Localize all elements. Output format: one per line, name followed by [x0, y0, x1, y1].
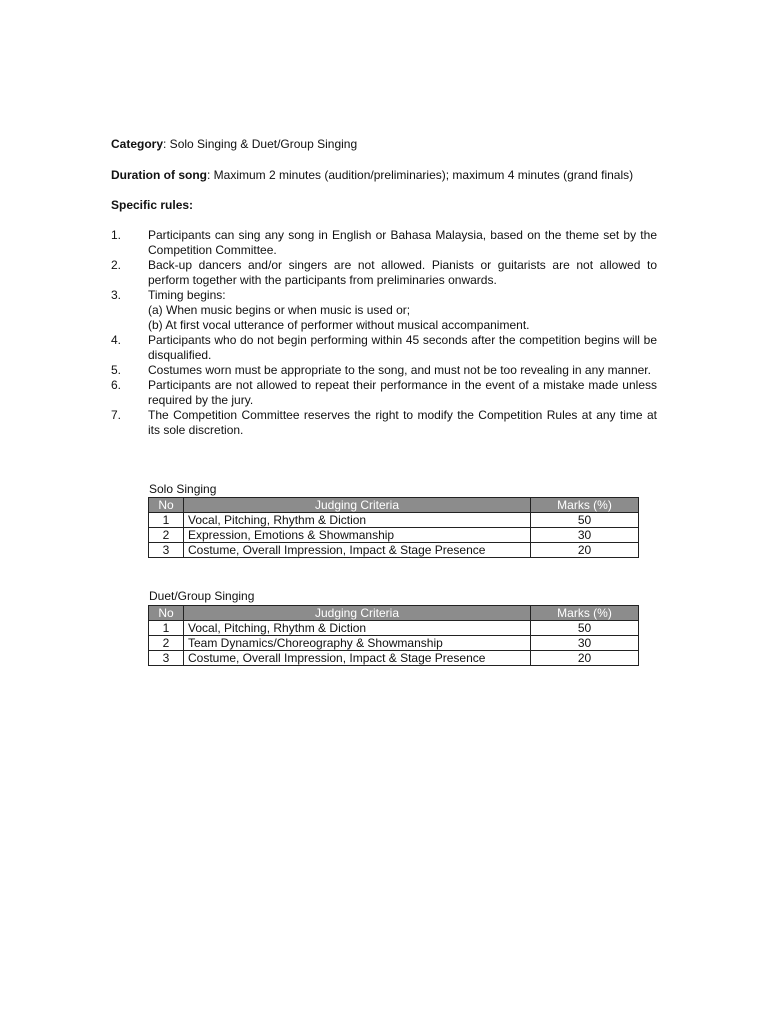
- duration-label: Duration of song: [111, 168, 207, 182]
- table-row: [149, 636, 639, 651]
- rule-item: [111, 378, 657, 408]
- rule-item: [111, 258, 657, 288]
- cell-no: 1: [149, 513, 184, 528]
- rule-item: [111, 408, 657, 438]
- table-row: [149, 528, 639, 543]
- category-value: : Solo Singing & Duet/Group Singing: [163, 137, 358, 151]
- rule-number: 2.: [111, 258, 122, 272]
- category-label: Category: [111, 137, 164, 151]
- rule-number: 7.: [111, 408, 122, 422]
- header-criteria: Judging Criteria: [184, 498, 531, 513]
- cell-criteria: Vocal, Pitching, Rhythm & Diction: [184, 513, 531, 528]
- cell-criteria: Expression, Emotions & Showmanship: [184, 528, 531, 543]
- rule-number: 6.: [111, 378, 122, 392]
- rule-item: [111, 228, 657, 258]
- cell-no: 2: [149, 636, 184, 651]
- table-row: [149, 513, 639, 528]
- cell-marks: 50: [531, 621, 639, 636]
- header-marks: Marks (%): [531, 606, 639, 621]
- table-header-row: [149, 498, 639, 513]
- specific-rules-heading: Specific rules:: [111, 198, 194, 212]
- rule-text: Costumes worn must be appropriate to the song, and must not be too revealing in any manner.: [148, 363, 651, 377]
- rule-item: [111, 288, 657, 333]
- header-marks: Marks (%): [531, 498, 639, 513]
- rule-text: The Competition Committee reserves the right to modify the Competition Rules at any time at its sole discretion.: [148, 408, 657, 437]
- cell-criteria: Costume, Overall Impression, Impact & Stage Presence: [184, 651, 531, 666]
- cell-no: 3: [149, 543, 184, 558]
- rule-number: 5.: [111, 363, 122, 377]
- rule-subitem: (b) At first vocal utterance of performer without musical accompaniment.: [148, 318, 530, 332]
- rule-text: Participants who do not begin performing within 45 seconds after the competition begins will be disqualified.: [148, 333, 657, 362]
- table-row: [149, 543, 639, 558]
- cell-criteria: Costume, Overall Impression, Impact & Stage Presence: [184, 543, 531, 558]
- rules-list: [111, 228, 657, 438]
- cell-criteria: Team Dynamics/Choreography & Showmanship: [184, 636, 531, 651]
- rule-text: Participants can sing any song in English or Bahasa Malaysia, based on the theme set by the Competition Committee.: [148, 228, 657, 257]
- cell-no: 2: [149, 528, 184, 543]
- rule-text: Back-up dancers and/or singers are not allowed. Pianists or guitarists are not allowed to perform together with the participants from preliminaries onwards.: [148, 258, 657, 287]
- header-no: No: [149, 606, 184, 621]
- rule-text: Timing begins:: [148, 288, 226, 302]
- duration-value: : Maximum 2 minutes (audition/preliminaries); maximum 4 minutes (grand finals): [207, 168, 634, 182]
- table-row: [149, 621, 639, 636]
- cell-no: 1: [149, 621, 184, 636]
- rule-number: 1.: [111, 228, 122, 242]
- cell-marks: 20: [531, 651, 639, 666]
- rule-text: Participants are not allowed to repeat their performance in the event of a mistake made unless required by the jury.: [148, 378, 657, 407]
- group-judging-table: [148, 605, 639, 666]
- category-line: [111, 137, 357, 152]
- header-criteria: Judging Criteria: [184, 606, 531, 621]
- table-header-row: [149, 606, 639, 621]
- solo-table-caption: Solo Singing: [149, 482, 217, 496]
- rule-number: 3.: [111, 288, 122, 302]
- cell-marks: 50: [531, 513, 639, 528]
- table-row: [149, 651, 639, 666]
- rule-subitem: (a) When music begins or when music is used or;: [148, 303, 411, 317]
- rule-item: [111, 333, 657, 363]
- rule-number: 4.: [111, 333, 122, 347]
- cell-criteria: Vocal, Pitching, Rhythm & Diction: [184, 621, 531, 636]
- cell-marks: 30: [531, 636, 639, 651]
- duration-line: [111, 168, 633, 183]
- group-table-caption: Duet/Group Singing: [149, 589, 255, 603]
- cell-no: 3: [149, 651, 184, 666]
- rule-item: [111, 363, 657, 378]
- cell-marks: 20: [531, 543, 639, 558]
- solo-judging-table: [148, 497, 639, 558]
- header-no: No: [149, 498, 184, 513]
- cell-marks: 30: [531, 528, 639, 543]
